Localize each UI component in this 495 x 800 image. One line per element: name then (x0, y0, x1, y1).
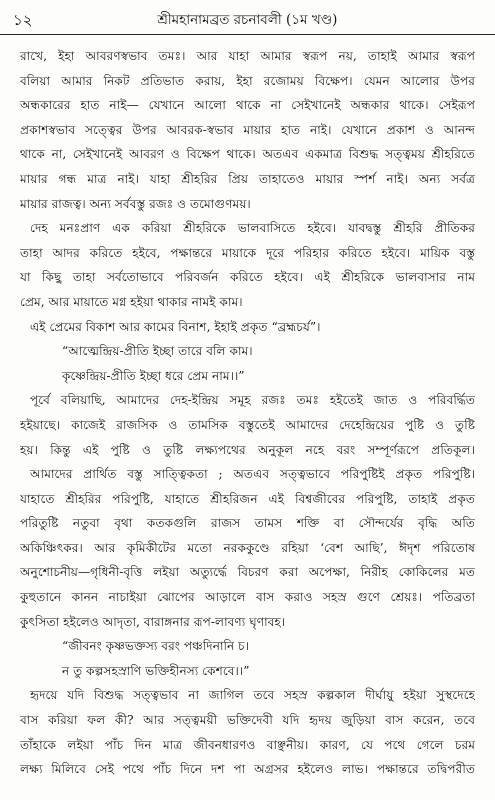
text-line: কুৎসিতা হইলেও আদৃতা, বারাঙ্গনার রূপ-লাবণ্য ঘৃণাবহ। (20, 614, 286, 629)
verse-line: কৃষ্ণেন্দ্রিয়-প্রীতি ইচ্ছা ধরে প্রেম নাম।।” (62, 368, 245, 383)
text-line: পূর্বে বলিয়াছি, আমাদের দেহ-ইন্দ্রিয় সমূহ রজঃ তমঃ হইতেই জাত ও পরিবর্দ্ধিত (30, 393, 475, 408)
text-line: তাহা আদর করিতে হইবে, পক্ষান্তরে মায়াকে দূরে পরিহার করিতে হইবে। মায়িক বস্তু (20, 245, 475, 260)
text-line: থাকে না, সেইখানেই আবরণ ও বিক্ষেপ থাকে। অতএব একমাত্র বিশুদ্ধ সত্ত্বময় শ্রীহরিতে (20, 147, 475, 162)
verse-line: “আত্মেন্দ্রিয়-প্রীতি ইচ্ছা তারে বলি কাম। (62, 344, 253, 359)
text-line: মায়ার গন্ধ মাত্র নাই। যাহা শ্রীহরির প্রিয় তাহাতেও মায়ার স্পর্শ নাই। অন্য সর্বত্র (20, 171, 475, 186)
page-header (0, 0, 495, 35)
running-title: শ্রীমহানামব্রত রচনাবলী (১ম খণ্ড) (157, 12, 338, 28)
text-line: হয়। কিন্তু এই পুষ্টি ও তুষ্টি লক্ষ্যপথের অনুকূল নহে বরং সম্পূর্ণরূপে প্রতিকূল। (20, 442, 475, 457)
text-line: রাখে, ইহা আবরণস্বভাব তমঃ। আর যাহা আমার স্বরূপ নয়, তাহাই আমার স্বরূপ (20, 49, 475, 63)
text-line: অনুশোচনীয়—গৃধিনী-বৃত্তি লইয়া অত্যুর্দ্ধে বিচরণ করা অপেক্ষা, নিরীহ কোকিলের মত (20, 565, 475, 580)
text-line: হৃদয়ে যদি বিশুদ্ধ সত্ত্বভাব না জাগিল তবে সহস্র কল্পকাল দীর্ঘায়ু হইয়া সুস্থদেহে (30, 688, 475, 703)
verse-line: ন তু কল্পসহস্রাণি ভক্তিহীনস্য কেশবে।।” (62, 663, 250, 678)
text-line: পরিতুষ্টি নতুবা বৃথা কতকগুলি রাজস তামস শক্তি বা সৌন্দর্যের বৃদ্ধি অতি (20, 516, 475, 531)
text-line: মায়ার রাজত্ব। অন্য সর্ববস্তু রজঃ ও তমোগুণময়। (20, 196, 251, 211)
text-line: অকিঞ্চিৎকর। আর কৃমিকীটের মতো নরককুণ্ডে রহিয়া ‘বেশ আছি’, ঈদৃশ পরিতোষ (20, 540, 475, 555)
text-line: এই প্রেমের বিকাশ আর কামের বিনাশ, ইহাই প্রকৃত “ব্রহ্মচর্য”। (30, 319, 321, 334)
verse-line: “জীবনং কৃষ্ণভক্তস্য বরং পঞ্চদিনানি চ। (62, 639, 250, 654)
text-line: হইয়াছে। কাজেই রাজসিক ও তামসিক বস্তুতেই আমাদের দেহেন্দ্রিয়ের পুষ্টি ও তুষ্টি (20, 417, 475, 432)
text-line: অন্ধকারের হাত নাই— যেখানে আলো থাকে না সেইখানেই অন্ধকার থাকে। সেইরূপ (20, 98, 475, 113)
page-number: ১২ (13, 11, 33, 29)
text-line: আমাদের প্রার্থিত বস্তু সাত্ত্বিকতা ; অতএব সত্ত্বভাবে পরিপুষ্টিই প্রকৃত পরিপুষ্টি। (30, 467, 475, 482)
text-line: প্রকাশস্বভাব সত্ত্বের উপর আবরক-স্বভাব মায়ার হাত নাই। যেখানে প্রকাশ ও আনন্দ (20, 122, 475, 137)
body-text (20, 44, 475, 782)
text-line: প্রেম, আর মায়াতে মগ্ন হইয়া থাকার নামই কাম। (20, 294, 243, 309)
text-line: যা কিছু তাহা সর্বতোভাবে পরিবর্জন করিতে হইবে। এই শ্রীহরিকে ভালবাসার নাম (20, 270, 475, 285)
text-line: যাহাতে শ্রীহরির পরিপুষ্টি, যাহাতে শ্রীহরিজন এই বিশ্বজীবের পরিপুষ্টি, তাহাই প্রকৃত (20, 491, 475, 506)
text-line: বাস করিয়া ফল কী? আর সত্ত্বময়ী ভক্তিদেবী যদি হৃদয় জুড়িয়া বাস করেন, তবে (20, 713, 475, 728)
text-line: দেহ মনঃপ্রাণ এক করিয়া শ্রীহরিকে ভালবাসিতে হইবে। যাবদ্বস্তু শ্রীহরি প্রীতিকর (30, 221, 475, 236)
text-line: কুহুতানে কানন নাচাইয়া ঝোপের আড়ালে বাস করাও সহস্র গুণে শ্রেয়ঃ। পতিব্রতা (20, 590, 475, 605)
text-line: বলিয়া আমার নিকট প্রতিভাত করায়, ইহা রজোময় বিক্ষেপ। যেমন আলোর উপর (20, 73, 475, 88)
text-line: লক্ষ্য মিলিবে সেই পথে পাঁচ দিনে দশ পা অগ্রসর হইলেও লাভ। পক্ষান্তরে তদ্বিপরীত (20, 762, 475, 777)
text-line: তাঁহাকে লইয়া পাঁচ দিন মাত্র জীবনধারণও বাঞ্ছনীয়। কারণ, যে পথে গেলে চরম (20, 737, 475, 752)
